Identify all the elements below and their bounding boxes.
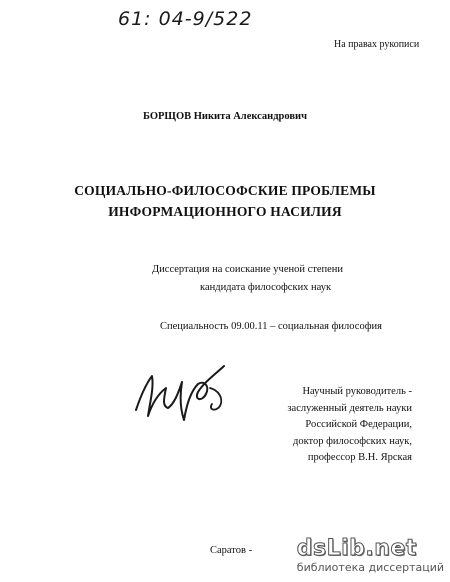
advisor-line-3: Российской Федерации, — [305, 419, 412, 430]
watermark-logo: dsLib.net — [296, 536, 417, 561]
handwritten-signature — [128, 358, 238, 424]
specialty-line: Специальность 09.00.11 – социальная философия — [160, 321, 382, 332]
degree-line-2: кандидата философских наук — [200, 282, 332, 293]
watermark-subtitle: библиотека диссертаций — [296, 561, 444, 574]
title-line-2: ИНФОРМАЦИОННОГО НАСИЛИЯ — [108, 204, 342, 219]
advisor-line-5: профессор В.Н. Ярская — [307, 452, 412, 463]
archive-code-handwritten: 61: 04-9/522 — [118, 8, 253, 30]
rights-note: На правах рукописи — [334, 39, 420, 50]
advisor-line-1: Научный руководитель - — [302, 386, 412, 397]
dissertation-title — [0, 180, 450, 222]
city-line: Саратов - — [210, 545, 253, 556]
title-line-1: СОЦИАЛЬНО-ФИЛОСОФСКИЕ ПРОБЛЕМЫ — [74, 183, 376, 198]
dslib-watermark — [297, 538, 444, 574]
advisor-line-4: доктор философских наук, — [293, 435, 412, 447]
author-name: БОРЩОВ Никита Александрович — [142, 111, 308, 122]
scientific-advisor — [287, 384, 412, 467]
advisor-line-2: заслуженный деятель науки — [287, 402, 412, 414]
degree-line-1: Диссертация на соискание ученой степени — [152, 264, 344, 275]
